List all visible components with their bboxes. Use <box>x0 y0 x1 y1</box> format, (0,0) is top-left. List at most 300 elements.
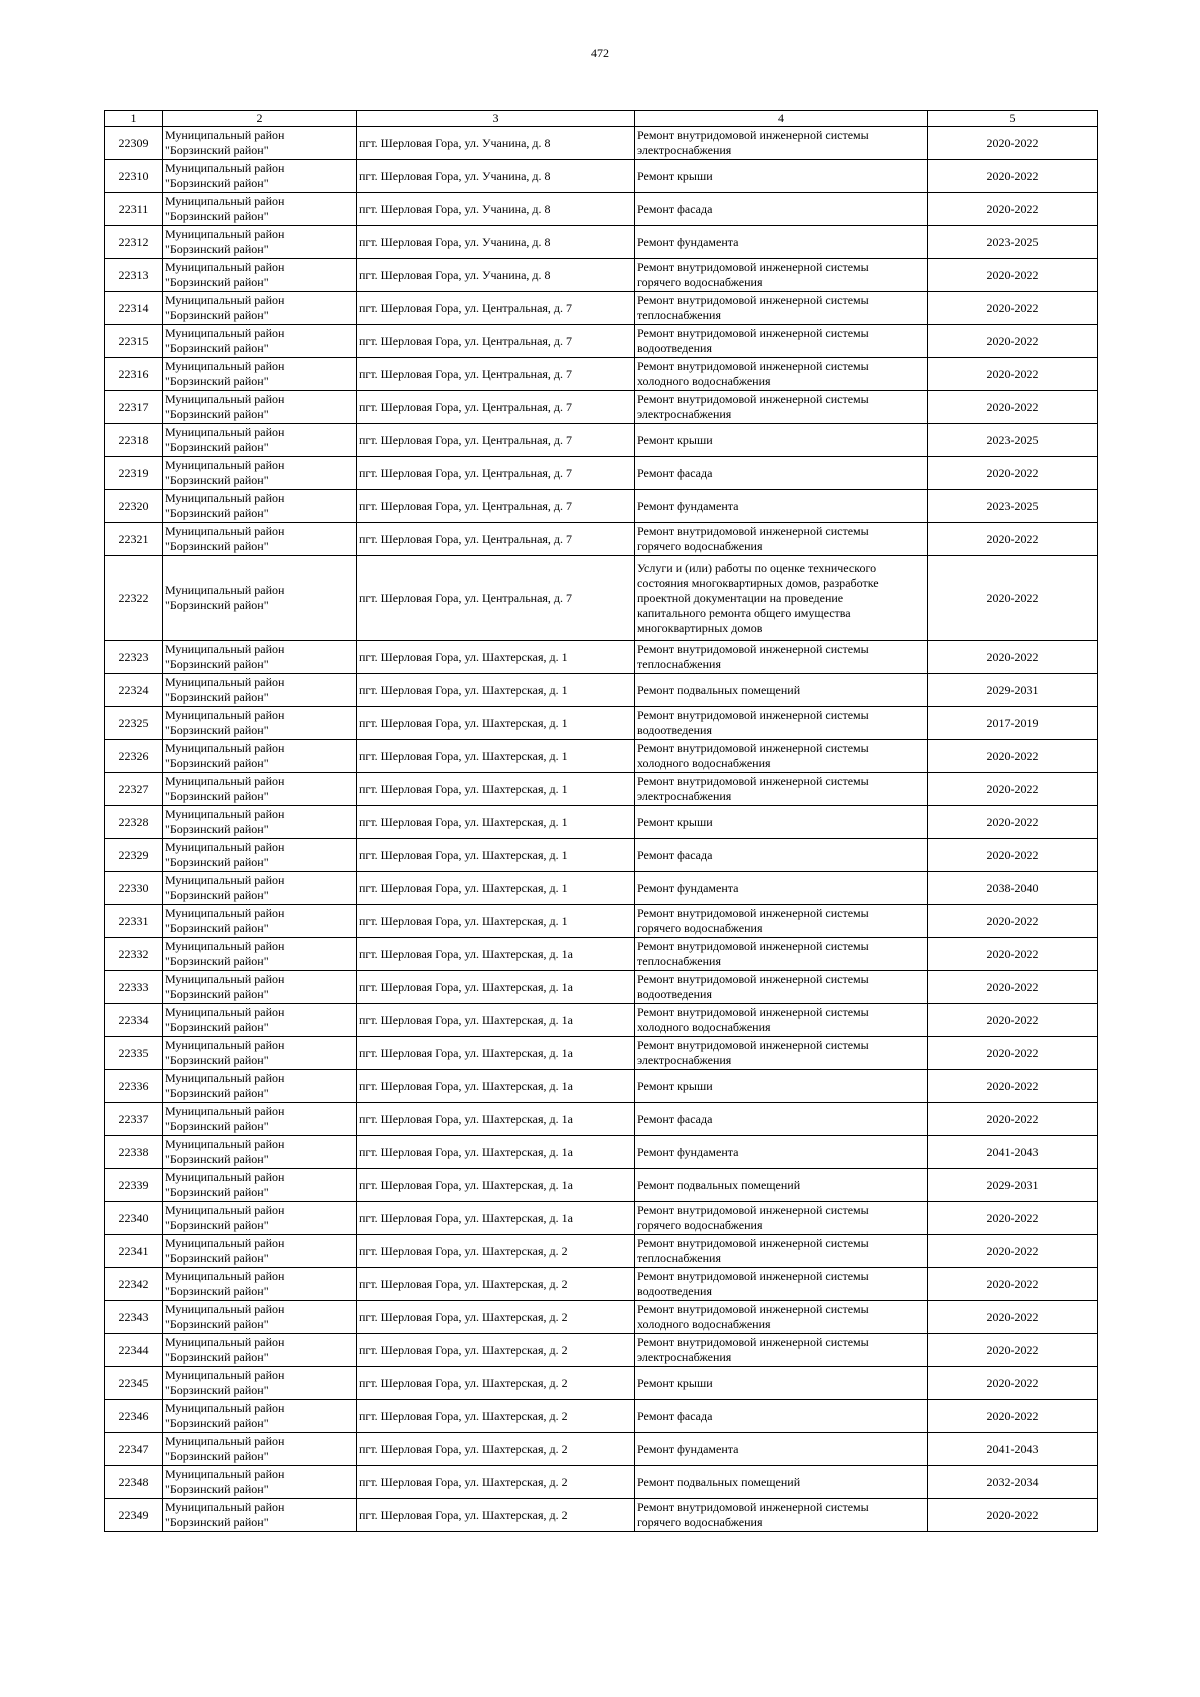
row-number: 22337 <box>105 1103 163 1136</box>
table-body <box>105 127 1098 1532</box>
work-type-line: горячего водоснабжения <box>637 539 763 553</box>
municipality-line: "Борзинский район" <box>165 473 269 487</box>
work-type-line: холодного водоснабжения <box>637 374 771 388</box>
work-type-cell <box>635 358 928 391</box>
municipality-line: Муниципальный район <box>165 906 285 920</box>
municipality-line: "Борзинский район" <box>165 176 269 190</box>
work-type-line: электроснабжения <box>637 789 732 803</box>
repair-schedule-table <box>104 110 1098 1532</box>
municipality-line: "Борзинский район" <box>165 1251 269 1265</box>
work-type-line: Ремонт фасада <box>637 1408 713 1423</box>
table-row <box>105 424 1098 457</box>
work-type-cell <box>635 325 928 358</box>
row-number: 22311 <box>105 193 163 226</box>
work-type-line: Ремонт внутридомовой инженерной системы <box>637 1236 869 1250</box>
municipality-line: Муниципальный район <box>165 1236 285 1250</box>
municipality-line: "Борзинский район" <box>165 374 269 388</box>
work-type-line: Ремонт внутридомовой инженерной системы <box>637 1269 869 1283</box>
municipality-line: "Борзинский район" <box>165 308 269 322</box>
address-cell: пгт. Шерловая Гора, ул. Центральная, д. 7 <box>357 523 635 556</box>
row-number: 22322 <box>105 556 163 641</box>
address-cell: пгт. Шерловая Гора, ул. Шахтерская, д. 1а <box>357 1202 635 1235</box>
work-type-line: горячего водоснабжения <box>637 1515 763 1529</box>
work-type-line: Ремонт подвальных помещений <box>637 1474 801 1489</box>
work-type-line: Ремонт внутридомовой инженерной системы <box>637 1302 869 1316</box>
work-type-cell <box>635 1466 928 1499</box>
header-cell-1: 1 <box>105 111 163 127</box>
table-row <box>105 490 1098 523</box>
municipality-cell <box>163 971 357 1004</box>
address-cell: пгт. Шерловая Гора, ул. Шахтерская, д. 2 <box>357 1466 635 1499</box>
work-type-line: Ремонт внутридомовой инженерной системы <box>637 972 869 986</box>
table-row <box>105 325 1098 358</box>
municipality-cell <box>163 457 357 490</box>
row-number: 22344 <box>105 1334 163 1367</box>
municipality-line: Муниципальный район <box>165 741 285 755</box>
municipality-line: Муниципальный район <box>165 1137 285 1151</box>
address-cell: пгт. Шерловая Гора, ул. Учанина, д. 8 <box>357 193 635 226</box>
row-number: 22324 <box>105 674 163 707</box>
address-cell: пгт. Шерловая Гора, ул. Шахтерская, д. 1 <box>357 641 635 674</box>
row-number: 22345 <box>105 1367 163 1400</box>
period-cell: 2020-2022 <box>928 1037 1098 1070</box>
row-number: 22310 <box>105 160 163 193</box>
municipality-cell <box>163 1367 357 1400</box>
municipality-line: Муниципальный район <box>165 1203 285 1217</box>
work-type-cell <box>635 1334 928 1367</box>
row-number: 22336 <box>105 1070 163 1103</box>
table-row <box>105 1004 1098 1037</box>
work-type-cell <box>635 938 928 971</box>
municipality-cell <box>163 1466 357 1499</box>
municipality-cell <box>163 292 357 325</box>
municipality-line: "Борзинский район" <box>165 954 269 968</box>
work-type-cell <box>635 971 928 1004</box>
municipality-cell <box>163 1499 357 1532</box>
table-row <box>105 1400 1098 1433</box>
row-number: 22341 <box>105 1235 163 1268</box>
municipality-cell <box>163 1400 357 1433</box>
work-type-line: водоотведения <box>637 987 712 1001</box>
table-row <box>105 523 1098 556</box>
municipality-cell <box>163 1136 357 1169</box>
table-row <box>105 457 1098 490</box>
header-cell-2: 2 <box>163 111 357 127</box>
municipality-cell <box>163 806 357 839</box>
row-number: 22346 <box>105 1400 163 1433</box>
municipality-line: Муниципальный район <box>165 1104 285 1118</box>
work-type-line: Ремонт внутридомовой инженерной системы <box>637 128 869 142</box>
work-type-line: Ремонт фасада <box>637 1111 713 1126</box>
municipality-cell <box>163 641 357 674</box>
municipality-line: Муниципальный район <box>165 1302 285 1316</box>
municipality-line: Муниципальный район <box>165 708 285 722</box>
period-cell: 2020-2022 <box>928 391 1098 424</box>
period-cell: 2029-2031 <box>928 674 1098 707</box>
address-cell: пгт. Шерловая Гора, ул. Шахтерская, д. 1 <box>357 905 635 938</box>
municipality-cell <box>163 1103 357 1136</box>
municipality-line: "Борзинский район" <box>165 888 269 902</box>
address-cell: пгт. Шерловая Гора, ул. Шахтерская, д. 2 <box>357 1268 635 1301</box>
municipality-line: Муниципальный район <box>165 840 285 854</box>
municipality-cell <box>163 1037 357 1070</box>
period-cell: 2020-2022 <box>928 457 1098 490</box>
municipality-line: "Борзинский район" <box>165 1086 269 1100</box>
municipality-line: Муниципальный район <box>165 873 285 887</box>
table-row <box>105 674 1098 707</box>
municipality-line: Муниципальный район <box>165 1038 285 1052</box>
municipality-line: Муниципальный район <box>165 161 285 175</box>
table-row <box>105 905 1098 938</box>
work-type-line: многоквартирных домов <box>637 620 763 635</box>
row-number: 22335 <box>105 1037 163 1070</box>
municipality-line: "Борзинский район" <box>165 598 269 612</box>
work-type-cell <box>635 1301 928 1334</box>
period-cell: 2020-2022 <box>928 523 1098 556</box>
period-cell: 2020-2022 <box>928 1268 1098 1301</box>
municipality-line: Муниципальный район <box>165 1434 285 1448</box>
table-row <box>105 872 1098 905</box>
work-type-line: горячего водоснабжения <box>637 921 763 935</box>
table-row <box>105 1301 1098 1334</box>
address-cell: пгт. Шерловая Гора, ул. Шахтерская, д. 1а <box>357 938 635 971</box>
address-cell: пгт. Шерловая Гора, ул. Центральная, д. 7 <box>357 424 635 457</box>
municipality-line: "Борзинский район" <box>165 987 269 1001</box>
work-type-cell <box>635 490 928 523</box>
work-type-cell <box>635 160 928 193</box>
work-type-line: Ремонт внутридомовой инженерной системы <box>637 1500 869 1514</box>
period-cell: 2032-2034 <box>928 1466 1098 1499</box>
table-row <box>105 1235 1098 1268</box>
row-number: 22329 <box>105 839 163 872</box>
municipality-line: "Борзинский район" <box>165 1482 269 1496</box>
work-type-line: горячего водоснабжения <box>637 1218 763 1232</box>
row-number: 22343 <box>105 1301 163 1334</box>
row-number: 22323 <box>105 641 163 674</box>
municipality-cell <box>163 872 357 905</box>
municipality-cell <box>163 424 357 457</box>
period-cell: 2020-2022 <box>928 1103 1098 1136</box>
work-type-cell <box>635 556 928 641</box>
work-type-line: электроснабжения <box>637 143 732 157</box>
work-type-cell <box>635 1367 928 1400</box>
address-cell: пгт. Шерловая Гора, ул. Шахтерская, д. 1а <box>357 1103 635 1136</box>
row-number: 22331 <box>105 905 163 938</box>
table-row <box>105 938 1098 971</box>
municipality-line: "Борзинский район" <box>165 690 269 704</box>
address-cell: пгт. Шерловая Гора, ул. Шахтерская, д. 1 <box>357 674 635 707</box>
work-type-line: Ремонт внутридомовой инженерной системы <box>637 260 869 274</box>
table-row <box>105 1136 1098 1169</box>
work-type-cell <box>635 259 928 292</box>
address-cell: пгт. Шерловая Гора, ул. Центральная, д. 7 <box>357 490 635 523</box>
table-row <box>105 1103 1098 1136</box>
work-type-cell <box>635 1004 928 1037</box>
municipality-line: Муниципальный район <box>165 774 285 788</box>
work-type-line: капитального ремонта общего имущества <box>637 605 851 620</box>
address-cell: пгт. Шерловая Гора, ул. Центральная, д. 7 <box>357 457 635 490</box>
period-cell: 2020-2022 <box>928 1499 1098 1532</box>
table-row <box>105 839 1098 872</box>
work-type-line: Ремонт внутридомовой инженерной системы <box>637 524 869 538</box>
row-number: 22317 <box>105 391 163 424</box>
address-cell: пгт. Шерловая Гора, ул. Центральная, д. 7 <box>357 325 635 358</box>
address-cell: пгт. Шерловая Гора, ул. Шахтерская, д. 2 <box>357 1367 635 1400</box>
row-number: 22316 <box>105 358 163 391</box>
work-type-cell <box>635 391 928 424</box>
row-number: 22334 <box>105 1004 163 1037</box>
municipality-line: Муниципальный район <box>165 807 285 821</box>
municipality-line: "Борзинский район" <box>165 407 269 421</box>
municipality-line: Муниципальный район <box>165 491 285 505</box>
work-type-cell <box>635 292 928 325</box>
work-type-line: теплоснабжения <box>637 308 721 322</box>
table-row <box>105 226 1098 259</box>
address-cell: пгт. Шерловая Гора, ул. Шахтерская, д. 1 <box>357 872 635 905</box>
municipality-cell <box>163 127 357 160</box>
row-number: 22340 <box>105 1202 163 1235</box>
work-type-line: Ремонт подвальных помещений <box>637 682 801 697</box>
period-cell: 2020-2022 <box>928 1367 1098 1400</box>
work-type-line: Ремонт крыши <box>637 168 713 183</box>
work-type-line: состояния многоквартирных домов, разработке <box>637 575 879 590</box>
municipality-line: Муниципальный район <box>165 1368 285 1382</box>
work-type-cell <box>635 1268 928 1301</box>
municipality-cell <box>163 1433 357 1466</box>
address-cell: пгт. Шерловая Гора, ул. Центральная, д. 7 <box>357 292 635 325</box>
work-type-line: Ремонт внутридомовой инженерной системы <box>637 1038 869 1052</box>
table-row <box>105 193 1098 226</box>
period-cell: 2029-2031 <box>928 1169 1098 1202</box>
municipality-cell <box>163 1268 357 1301</box>
municipality-line: "Борзинский район" <box>165 921 269 935</box>
work-type-line: Ремонт внутридомовой инженерной системы <box>637 1005 869 1019</box>
work-type-cell <box>635 1235 928 1268</box>
work-type-cell <box>635 773 928 806</box>
address-cell: пгт. Шерловая Гора, ул. Шахтерская, д. 1а <box>357 1136 635 1169</box>
period-cell: 2017-2019 <box>928 707 1098 740</box>
municipality-line: Муниципальный район <box>165 425 285 439</box>
address-cell: пгт. Шерловая Гора, ул. Центральная, д. 7 <box>357 556 635 641</box>
municipality-line: Муниципальный район <box>165 293 285 307</box>
table-row <box>105 806 1098 839</box>
address-cell: пгт. Шерловая Гора, ул. Шахтерская, д. 2 <box>357 1499 635 1532</box>
period-cell: 2020-2022 <box>928 641 1098 674</box>
address-cell: пгт. Шерловая Гора, ул. Шахтерская, д. 2 <box>357 1400 635 1433</box>
row-number: 22309 <box>105 127 163 160</box>
municipality-cell <box>163 391 357 424</box>
municipality-line: "Борзинский район" <box>165 440 269 454</box>
address-cell: пгт. Шерловая Гора, ул. Шахтерская, д. 2 <box>357 1334 635 1367</box>
municipality-line: "Борзинский район" <box>165 789 269 803</box>
period-cell: 2020-2022 <box>928 1334 1098 1367</box>
work-type-line: Ремонт внутридомовой инженерной системы <box>637 293 869 307</box>
work-type-cell <box>635 424 928 457</box>
work-type-cell <box>635 523 928 556</box>
municipality-line: "Борзинский район" <box>165 1218 269 1232</box>
municipality-line: "Борзинский район" <box>165 1284 269 1298</box>
municipality-line: Муниципальный район <box>165 227 285 241</box>
work-type-line: электроснабжения <box>637 407 732 421</box>
municipality-cell <box>163 740 357 773</box>
period-cell: 2020-2022 <box>928 1004 1098 1037</box>
work-type-cell <box>635 1202 928 1235</box>
page-number: 472 <box>591 46 609 60</box>
row-number: 22321 <box>105 523 163 556</box>
municipality-cell <box>163 259 357 292</box>
municipality-line: "Борзинский район" <box>165 723 269 737</box>
municipality-line: "Борзинский район" <box>165 1449 269 1463</box>
work-type-line: Ремонт крыши <box>637 1078 713 1093</box>
row-number: 22313 <box>105 259 163 292</box>
row-number: 22348 <box>105 1466 163 1499</box>
work-type-line: горячего водоснабжения <box>637 275 763 289</box>
work-type-cell <box>635 1169 928 1202</box>
address-cell: пгт. Шерловая Гора, ул. Шахтерская, д. 2 <box>357 1235 635 1268</box>
work-type-line: Ремонт крыши <box>637 432 713 447</box>
municipality-line: Муниципальный район <box>165 326 285 340</box>
table-row <box>105 740 1098 773</box>
row-number: 22314 <box>105 292 163 325</box>
row-number: 22347 <box>105 1433 163 1466</box>
municipality-cell <box>163 1070 357 1103</box>
municipality-line: "Борзинский район" <box>165 143 269 157</box>
period-cell: 2020-2022 <box>928 556 1098 641</box>
municipality-cell <box>163 1334 357 1367</box>
municipality-line: Муниципальный район <box>165 194 285 208</box>
table-row <box>105 259 1098 292</box>
municipality-cell <box>163 674 357 707</box>
header-cell-4: 4 <box>635 111 928 127</box>
municipality-cell <box>163 490 357 523</box>
municipality-cell <box>163 1169 357 1202</box>
row-number: 22326 <box>105 740 163 773</box>
municipality-line: Муниципальный район <box>165 260 285 274</box>
municipality-line: "Борзинский район" <box>165 1152 269 1166</box>
period-cell: 2020-2022 <box>928 938 1098 971</box>
work-type-line: Ремонт внутридомовой инженерной системы <box>637 906 869 920</box>
row-number: 22333 <box>105 971 163 1004</box>
municipality-line: "Борзинский район" <box>165 657 269 671</box>
municipality-line: "Борзинский район" <box>165 275 269 289</box>
work-type-cell <box>635 1103 928 1136</box>
row-number: 22318 <box>105 424 163 457</box>
work-type-cell <box>635 1037 928 1070</box>
table-row <box>105 1367 1098 1400</box>
work-type-line: Ремонт фундамента <box>637 1144 739 1159</box>
municipality-line: Муниципальный район <box>165 128 285 142</box>
municipality-line: Муниципальный район <box>165 1500 285 1514</box>
municipality-line: "Борзинский район" <box>165 1416 269 1430</box>
table-row <box>105 160 1098 193</box>
municipality-line: "Борзинский район" <box>165 242 269 256</box>
municipality-line: "Борзинский район" <box>165 506 269 520</box>
address-cell: пгт. Шерловая Гора, ул. Шахтерская, д. 1 <box>357 773 635 806</box>
municipality-line: Муниципальный район <box>165 1335 285 1349</box>
work-type-line: Ремонт фасада <box>637 847 713 862</box>
work-type-cell <box>635 641 928 674</box>
municipality-cell <box>163 226 357 259</box>
work-type-cell <box>635 457 928 490</box>
row-number: 22342 <box>105 1268 163 1301</box>
period-cell: 2020-2022 <box>928 358 1098 391</box>
municipality-cell <box>163 160 357 193</box>
period-cell: 2020-2022 <box>928 1400 1098 1433</box>
work-type-line: теплоснабжения <box>637 657 721 671</box>
work-type-cell <box>635 1499 928 1532</box>
municipality-cell <box>163 523 357 556</box>
period-cell: 2023-2025 <box>928 424 1098 457</box>
municipality-cell <box>163 556 357 641</box>
municipality-line: Муниципальный район <box>165 972 285 986</box>
municipality-line: Муниципальный район <box>165 524 285 538</box>
work-type-line: Ремонт фасада <box>637 465 713 480</box>
table-row <box>105 1433 1098 1466</box>
municipality-line: Муниципальный район <box>165 939 285 953</box>
work-type-line: проектной документации на проведение <box>637 590 844 605</box>
row-number: 22339 <box>105 1169 163 1202</box>
municipality-cell <box>163 325 357 358</box>
municipality-line: Муниципальный район <box>165 359 285 373</box>
period-cell: 2038-2040 <box>928 872 1098 905</box>
municipality-cell <box>163 1235 357 1268</box>
row-number: 22312 <box>105 226 163 259</box>
header-row <box>105 111 1098 127</box>
table-row <box>105 773 1098 806</box>
municipality-line: "Борзинский район" <box>165 1317 269 1331</box>
municipality-line: "Борзинский район" <box>165 1053 269 1067</box>
municipality-cell <box>163 1202 357 1235</box>
work-type-cell <box>635 740 928 773</box>
municipality-line: Муниципальный район <box>165 458 285 472</box>
row-number: 22328 <box>105 806 163 839</box>
work-type-line: Ремонт подвальных помещений <box>637 1177 801 1192</box>
work-type-line: Ремонт фундамента <box>637 880 739 895</box>
row-number: 22315 <box>105 325 163 358</box>
period-cell: 2020-2022 <box>928 259 1098 292</box>
work-type-line: теплоснабжения <box>637 954 721 968</box>
work-type-line: теплоснабжения <box>637 1251 721 1265</box>
address-cell: пгт. Шерловая Гора, ул. Учанина, д. 8 <box>357 160 635 193</box>
work-type-line: водоотведения <box>637 1284 712 1298</box>
municipality-line: Муниципальный район <box>165 1401 285 1415</box>
period-cell: 2020-2022 <box>928 1235 1098 1268</box>
work-type-line: электроснабжения <box>637 1350 732 1364</box>
municipality-cell <box>163 1301 357 1334</box>
table-row <box>105 641 1098 674</box>
work-type-cell <box>635 193 928 226</box>
period-cell: 2023-2025 <box>928 490 1098 523</box>
municipality-line: "Борзинский район" <box>165 1515 269 1529</box>
address-cell: пгт. Шерловая Гора, ул. Учанина, д. 8 <box>357 259 635 292</box>
row-number: 22325 <box>105 707 163 740</box>
municipality-line: "Борзинский район" <box>165 1119 269 1133</box>
work-type-line: холодного водоснабжения <box>637 756 771 770</box>
municipality-line: Муниципальный район <box>165 642 285 656</box>
address-cell: пгт. Шерловая Гора, ул. Учанина, д. 8 <box>357 127 635 160</box>
work-type-line: водоотведения <box>637 341 712 355</box>
address-cell: пгт. Шерловая Гора, ул. Шахтерская, д. 1 <box>357 707 635 740</box>
period-cell: 2041-2043 <box>928 1136 1098 1169</box>
header-cell-5: 5 <box>928 111 1098 127</box>
table-row <box>105 127 1098 160</box>
work-type-line: Ремонт внутридомовой инженерной системы <box>637 774 869 788</box>
work-type-line: Ремонт внутридомовой инженерной системы <box>637 392 869 406</box>
address-cell: пгт. Шерловая Гора, ул. Центральная, д. 7 <box>357 391 635 424</box>
table-header <box>105 111 1098 127</box>
work-type-cell <box>635 1136 928 1169</box>
row-number: 22349 <box>105 1499 163 1532</box>
